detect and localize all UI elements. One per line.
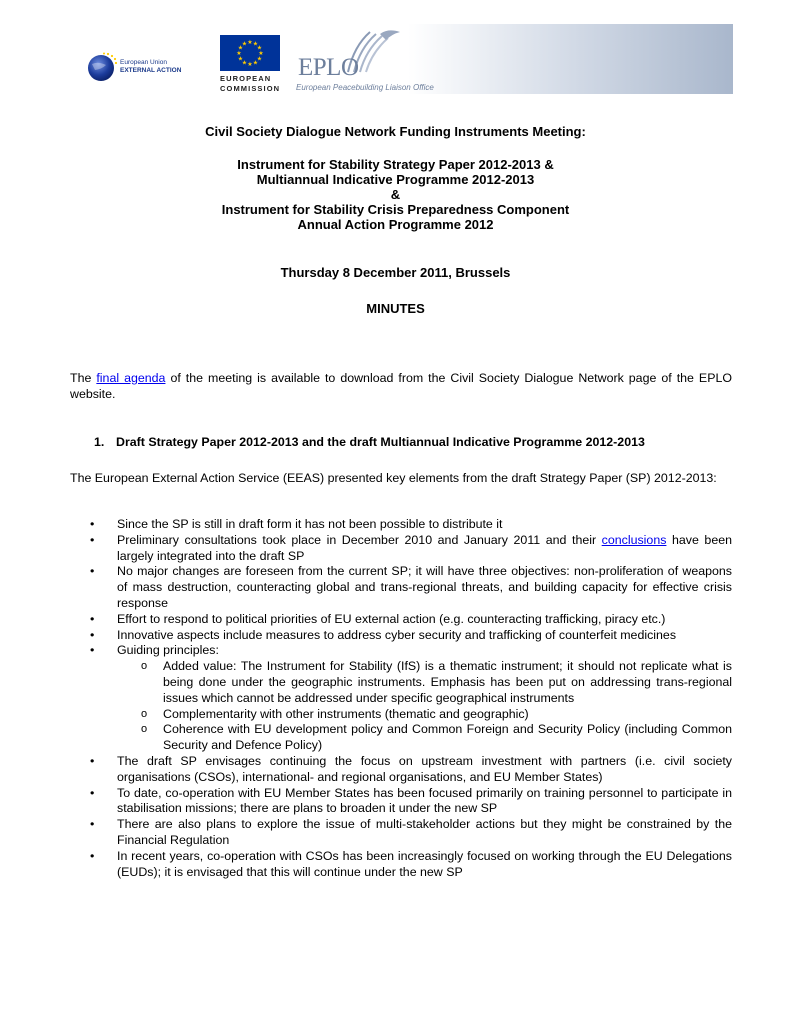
bullet-text: Innovative aspects include measures to address cyber security and trafficking of counterfeit medicines	[117, 627, 677, 642]
eplo-logo	[292, 26, 434, 96]
eu-external-action-line1: European Union	[120, 59, 167, 66]
sub-list-item	[117, 707, 732, 723]
eplo-subtitle: European Peacebuilding Liaison Office	[296, 83, 434, 92]
header-gradient-band	[408, 24, 733, 94]
svg-text:★: ★	[256, 44, 263, 52]
european-commission-logo	[220, 35, 284, 95]
subtitle-line-4: Annual Action Programme 2012	[297, 217, 494, 232]
european-commission-line1: EUROPEAN	[220, 74, 272, 83]
sub-bullet-text: Complementarity with other instruments (thematic and geographic)	[163, 706, 529, 721]
eu-external-action-text	[120, 59, 181, 75]
list-item	[70, 849, 732, 881]
conclusions-link[interactable]: conclusions	[601, 532, 667, 547]
subtitle-line-1: Instrument for Stability Strategy Paper 2012-2013 &	[237, 157, 554, 172]
bullet-text: The draft SP envisages continuing the focus on upstream investment with partners (i.e. civil society organisations (CSOs), international- and regional organisations, and EU Member States)	[117, 753, 732, 784]
eu-flag-icon	[220, 35, 280, 71]
sub-bullet-text: Added value: The Instrument for Stability (IfS) is a thematic instrument; it should not replicate what is being done under the geographic instruments. Emphasis has been put on addressing trans-regional issues which cannot be addressed under specific geographical instruments	[163, 659, 732, 705]
list-item	[70, 786, 732, 818]
agenda-text-before: The	[70, 371, 97, 385]
bullet-icon: •	[90, 611, 95, 626]
bullet-icon: •	[90, 532, 95, 547]
list-item	[70, 612, 732, 628]
meeting-title: Civil Society Dialogue Network Funding Instruments Meeting:	[205, 124, 586, 139]
globe-icon	[86, 51, 118, 83]
section-title: Draft Strategy Paper 2012-2013 and the draft Multiannual Indicative Programme 2012-2013	[116, 435, 645, 449]
sub-bullet-icon: o	[141, 707, 148, 720]
eeas-intro-paragraph: The European External Action Service (EEAS) presented key elements from the draft Strategy Paper (SP) 2012-2013:	[70, 471, 717, 485]
guiding-principles-list	[117, 659, 732, 754]
bullet-icon: •	[90, 848, 95, 863]
list-item	[70, 564, 732, 611]
svg-text:★: ★	[241, 59, 248, 67]
bullet-text: Preliminary consultations took place in December 2010 and January 2011 and their	[117, 532, 602, 547]
svg-text:★: ★	[256, 55, 263, 63]
bullet-text: Effort to respond to political priorities of EU external action (e.g. counteracting trafficking, piracy etc.)	[117, 611, 666, 626]
svg-text:★: ★	[247, 39, 253, 46]
european-commission-text	[220, 74, 286, 94]
svg-text:★: ★	[258, 50, 264, 57]
meeting-date: Thursday 8 December 2011, Brussels	[280, 265, 511, 280]
sub-bullet-icon: o	[141, 660, 148, 673]
sub-bullet-text: Coherence with EU development policy and Common Foreign and Security Policy (including Common Security and Defence Policy)	[163, 722, 732, 753]
list-item	[70, 643, 732, 754]
key-elements-list	[70, 517, 732, 880]
european-commission-line2: COMMISSION	[220, 84, 281, 93]
bullet-icon: •	[90, 564, 95, 579]
bullet-text: There are also plans to explore the issue of multi-stakeholder actions but they might be constrained by the Financial Regulation	[117, 817, 732, 847]
eplo-wordmark: EPLO	[298, 54, 359, 81]
final-agenda-link[interactable]: final agenda	[96, 371, 166, 385]
sub-bullet-icon: o	[141, 723, 148, 736]
bullet-icon: •	[90, 785, 95, 800]
eu-external-action-logo	[86, 51, 214, 83]
svg-text:★: ★	[252, 40, 259, 48]
subtitle-ampersand: &	[390, 187, 401, 202]
svg-text:★: ★	[236, 50, 242, 57]
bullet-text: In recent years, co-operation with CSOs has been increasingly focused on working through the EU Delegations (EUDs); it is envisaged that this will continue under the new SP	[117, 848, 732, 879]
bullet-text: Since the SP is still in draft form it has not been possible to distribute it	[117, 517, 503, 531]
bullet-icon: •	[90, 643, 95, 658]
page-header	[0, 0, 791, 100]
bullet-icon: •	[90, 517, 95, 531]
list-item	[70, 533, 732, 565]
svg-text:★: ★	[247, 61, 253, 68]
svg-text:★: ★	[252, 59, 259, 67]
list-item	[70, 817, 732, 849]
list-item	[70, 754, 732, 786]
agenda-paragraph	[70, 370, 732, 402]
subtitle-line-2: Multiannual Indicative Programme 2012-2013	[256, 172, 535, 187]
section-1-heading	[94, 434, 645, 450]
bullet-text: No major changes are foreseen from the current SP; it will have three objectives: non-proliferation of weapons of mass destruction, counteracting global and trans-regional threats, and building capacity for effective crisis response	[117, 564, 732, 610]
sub-list-item	[117, 659, 732, 706]
subtitle-line-3: Instrument for Stability Crisis Preparedness Component	[221, 202, 570, 217]
list-item	[70, 628, 732, 644]
eu-external-action-line2: EXTERNAL ACTION	[120, 67, 182, 74]
sub-list-item	[117, 722, 732, 754]
section-number: 1.	[94, 435, 105, 449]
agenda-text-after: of the meeting is available to download from the Civil Society Dialogue Network page of the EPLO website.	[70, 371, 732, 401]
svg-text:★: ★	[241, 40, 248, 48]
bullet-icon: •	[90, 627, 95, 642]
bullet-text: Guiding principles:	[117, 643, 219, 658]
minutes-heading: MINUTES	[366, 301, 425, 316]
svg-text:★: ★	[237, 44, 244, 52]
bullet-icon: •	[90, 753, 95, 768]
bullet-text: have been largely integrated into the draft SP	[117, 532, 732, 563]
bullet-icon: •	[90, 817, 95, 832]
svg-text:★: ★	[237, 55, 244, 63]
list-item	[70, 517, 732, 533]
bullet-text: To date, co-operation with EU Member States has been focused primarily on training personnel to participate in stabilisation missions; there are plans to broaden it under the new SP	[117, 785, 732, 816]
